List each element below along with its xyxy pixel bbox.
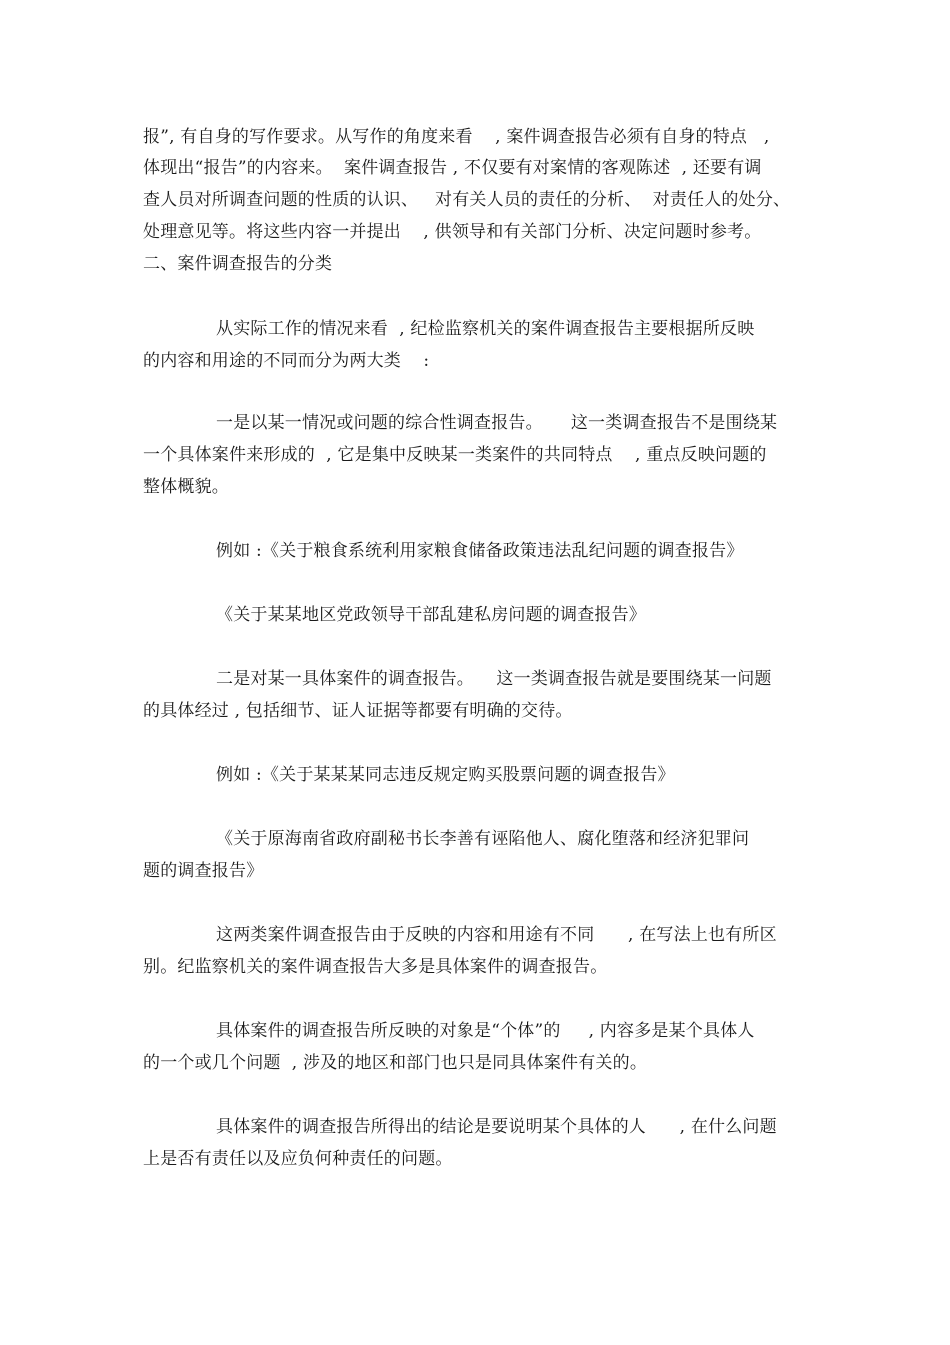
text-line: 处理意见等。将这些内容一并提出 , 供领导和有关部门分析、决定问题时参考。	[143, 222, 762, 242]
section-heading: 二、案件调查报告的分类	[143, 254, 333, 274]
example-line: 《关于原海南省政府副秘书长李善有诬陷他人、腐化堕落和经济犯罪问	[216, 829, 750, 849]
text-line: 别。纪监察机关的案件调查报告大多是具体案件的调查报告。	[143, 957, 608, 977]
example-line: 题的调查报告》	[143, 861, 264, 881]
text-line: 从实际工作的情况来看 , 纪检监察机关的案件调查报告主要根据所反映	[216, 319, 755, 339]
example-line: 例如 :《关于粮食系统利用家粮食储备政策违法乱纪问题的调查报告》	[216, 541, 744, 561]
example-line: 《关于某某地区党政领导干部乱建私房问题的调查报告》	[216, 605, 646, 625]
text-line: 具体案件的调查报告所得出的结论是要说明某个具体的人 , 在什么问题	[216, 1117, 777, 1137]
text-line: 报”, 有自身的写作要求。从写作的角度来看 , 案件调查报告必须有自身的特点 ,	[143, 127, 770, 147]
text-line: 的具体经过 , 包括细节、证人证据等都要有明确的交待。	[143, 701, 573, 721]
text-line: 二是对某一具体案件的调查报告。 这一类调查报告就是要围绕某一问题	[216, 669, 772, 689]
text-line: 一个具体案件来形成的 , 它是集中反映某一类案件的共同特点 , 重点反映问题的	[143, 445, 767, 465]
text-line: 这两类案件调查报告由于反映的内容和用途有不同 , 在写法上也有所区	[216, 925, 777, 945]
text-line: 一是以某一情况或问题的综合性调查报告。 这一类调查报告不是围绕某	[216, 413, 778, 433]
text-line: 体现出“报告”的内容来。 案件调查报告 , 不仅要有对案情的客观陈述 , 还要有调	[143, 158, 762, 178]
text-line: 的一个或几个问题 , 涉及的地区和部门也只是同具体案件有关的。	[143, 1053, 648, 1073]
text-line: 上是否有责任以及应负何种责任的问题。	[143, 1149, 453, 1169]
text-line: 整体概貌。	[143, 477, 229, 497]
text-line: 具体案件的调查报告所反映的对象是“个体”的 , 内容多是某个具体人	[216, 1021, 755, 1041]
text-line: 查人员对所调查问题的性质的认识、 对有关人员的责任的分析、 对责任人的处分、	[143, 190, 791, 210]
example-line: 例如 :《关于某某某同志违反规定购买股票问题的调查报告》	[216, 765, 675, 785]
text-line: 的内容和用途的不同而分为两大类 :	[143, 351, 430, 371]
